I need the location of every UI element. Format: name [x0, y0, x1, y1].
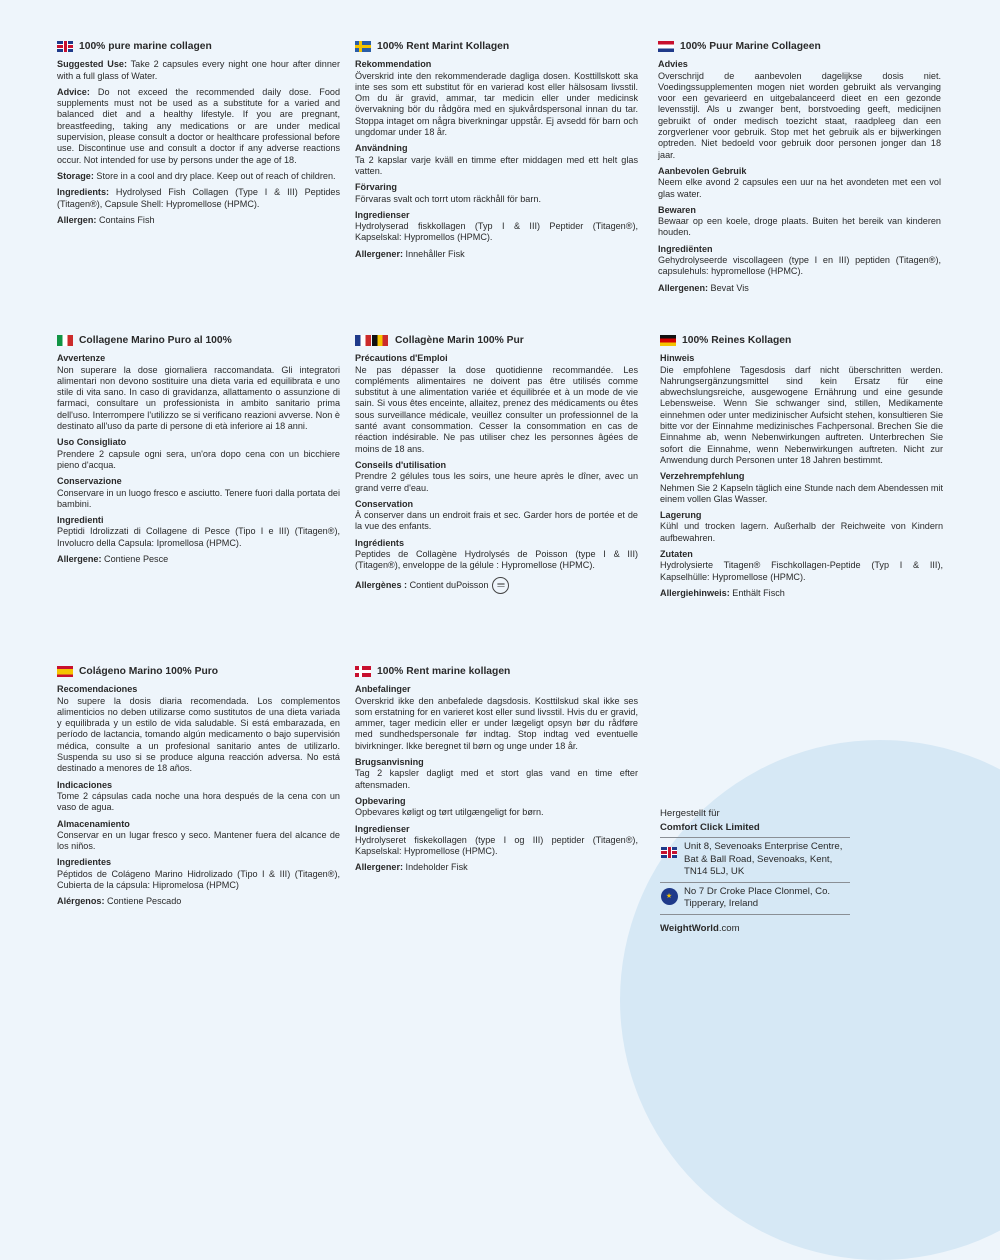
section-text: Contains Fish	[96, 214, 155, 225]
section-text: Overschrijd de aanbevolen dagelijkse dosis niet. Voedingssupplementen mogen niet worden gebruikt als vervanging voor een gevarieerd en uitgebalanceerd dieet en een gezonde levensstijl. Als u zwanger bent, borstvoeding geeft, medicijnen gebruikt of onder medisch toezicht staat, raadpleeg dan een zorgverlener voor gebruik. Stop met het gebruik als er bijwerkingen optreden. Niet bedoeld voor gebruik door personen jonger dan 18 jaar.	[658, 70, 941, 160]
storage-section	[658, 205, 941, 239]
section-text: Peptidi Idrolizzati di Collagene di Pesce (Tipo I e III) (Titagen®), Involucro della Capsula: Ipromellosa (HPMC).	[57, 526, 340, 548]
flag-italy-icon	[57, 335, 73, 346]
panel-title	[658, 41, 941, 52]
website-domain: .com	[718, 922, 740, 934]
section-heading: Conservation	[355, 498, 414, 509]
section-text: Contient duPoisson	[407, 579, 489, 590]
section-heading: Ingrédients	[355, 537, 405, 548]
flag-denmark-icon	[355, 666, 371, 677]
flag-uk-icon	[57, 41, 73, 52]
section-text: À conserver dans un endroit frais et sec. Garder hors de portée et de la vue des enfants.	[355, 510, 638, 532]
suggested-use-section	[57, 59, 340, 82]
section-heading: Allergenen:	[658, 282, 709, 293]
storage-section	[355, 182, 638, 205]
section-heading: Avvertenze	[57, 353, 106, 364]
panel-swedish	[355, 41, 638, 265]
section-text: Enthält Fisch	[729, 587, 785, 598]
section-text: Do not exceed the recommended daily dose. Food supplements must not be used as a substitute for a varied and balanced diet and a healthy lifestyle. If you are pregnant, breastfeeding, taking any medications or are under medical supervision, please consult a doctor or healthcare professional before use. Discontinue use and consult a doctor if any adverse reactions occur. Not intended for use by persons under the age of 18.	[57, 86, 340, 165]
section-text: Ne pas dépasser la dose quotidienne recommandée. Les compléments alimentaires ne doivent pas être utilisés comme substitut à une alimentation variée et équilibrée et à un mode de vie sain. Si vous êtes enceinte, allaitez, prenez des médicaments ou êtes sous surveillance médicale, veuillez consulter un professionnel de la santé avant consommation. Cesser la consommation en cas de réaction indésirable. Ne pas utiliser chez les personnes âgées de moins de 18 ans.	[355, 364, 638, 454]
section-heading: Ingredienser	[355, 209, 410, 220]
storage-section	[660, 510, 943, 544]
section-heading: Förvaring	[355, 182, 397, 193]
section-text: Hydrolysierte Titagen® Fischkollagen-Peptide (Typ I & III), Kapselhülle: Hypromellose (HPMC).	[660, 560, 943, 582]
ingredients-section	[355, 210, 638, 244]
flag-france-icon	[355, 335, 371, 346]
section-text: Péptidos de Colágeno Marino Hidrolizado (Tipo I & III) (Titagen®), Cubierta de la cápsula: Hipromelosa (HPMC)	[57, 868, 340, 891]
section-text: Indeholder Fisk	[403, 862, 468, 873]
allergen-section	[355, 249, 638, 260]
section-text: Non superare la dose giornaliera raccomandata. Gli integratori alimentari non devono sostituire una dieta varia ed equilibrata e uno stile di vita sano. In caso di gravidanza, allattamento o assunzione di farmaci, consultare un professionista in ambito sanitario prima dell'uso. Interrompere l'utilizzo se si verificano reazioni avverse. Non è destinato all'uso da parte di persone di età inferiore ai 18 anni.	[57, 364, 340, 432]
panel-title-text: 100% Reines Kollagen	[682, 335, 792, 346]
panel-title	[57, 335, 340, 346]
panel-title-text: Colágeno Marino 100% Puro	[79, 666, 219, 677]
section-text: Tome 2 cápsulas cada noche una hora después de la cena con un vaso de agua.	[57, 790, 340, 813]
divider	[660, 914, 850, 915]
allergen-section	[355, 862, 638, 873]
section-text: Opbevares køligt og tørt utilgængeligt for børn.	[355, 807, 544, 818]
section-text: Take 2 capsules every night one hour after dinner with a full glass of Water.	[57, 59, 340, 81]
ingredients-section	[57, 187, 340, 210]
panel-title	[355, 666, 638, 677]
uk-address	[660, 841, 850, 879]
section-text: Innehåller Fisk	[403, 248, 465, 259]
manufacturer-company: Comfort Click Limited	[660, 821, 760, 833]
storage-section	[355, 796, 638, 819]
ingredients-section	[658, 244, 941, 278]
section-heading: Suggested Use:	[57, 59, 127, 70]
panel-title	[57, 666, 340, 677]
section-heading: Rekommendation	[355, 59, 432, 70]
panel-danish	[355, 666, 638, 879]
panel-title-text: 100% Puur Marine Collageen	[680, 41, 821, 52]
section-heading: Alérgenos:	[57, 896, 105, 907]
section-text: Peptides de Collagène Hydrolysés de Poisson (type I & III) (Titagen®), enveloppe de la gélule : Hypromellose (HPMC).	[355, 549, 638, 571]
section-text: Die empfohlene Tagesdosis darf nicht überschritten werden. Nahrungsergänzungsmittel sind kein Ersatz für eine abwechslungsreiche, ausgewogene Ernährung und eine gesunde Lebensweise. Wenn Sie schwanger sind, stillen, Medikamente einnehmen oder unter medizinischer Aufsicht stehen, konsultieren Sie bitte vor der Einnahme medizinisches Fachpersonal. Brechen Sie die Einnahme ab, wenn Nebenwirkungen auftreten. Unterbrechen Sie sofort die Einnahme, wenn Nebenwirkungen auftreten. Nicht zur Anwendung durch Personen unter 18 Jahren bestimmt.	[660, 364, 943, 465]
advice-section	[658, 59, 941, 161]
recommendation-section	[355, 59, 638, 138]
section-text: Tag 2 kapsler dagligt med et stort glas vand en time efter aftensmaden.	[355, 768, 638, 790]
section-heading: Aanbevolen Gebruik	[658, 165, 747, 176]
section-heading: Allergener:	[355, 862, 404, 873]
section-heading: Advice:	[57, 86, 90, 97]
panel-title-text: 100% Rent Marint Kollagen	[377, 41, 510, 52]
section-text: No supere la dosis diaria recomendada. Los complementos alimenticios no deben utilizarse como sustitutos de una dieta variada y equilibrada y un estilo de vida saludable. Si está embarazada, en período de lactancia, tomando algún medicamento o bajo supervisión médica, consulte a un profesional sanitario antes de utilizarlo. Suspenda su uso si se produce alguna reacción adversa. No está destinado a menores de 18 años.	[57, 695, 340, 774]
panel-german	[660, 335, 943, 604]
allergen-section	[57, 896, 340, 907]
section-heading: Conseils d'utilisation	[355, 459, 447, 470]
section-text: Bewaar op een koele, droge plaats. Buiten het bereik van kinderen houden.	[658, 216, 941, 238]
flag-belgium-icon	[372, 335, 388, 346]
ingredients-section	[355, 824, 638, 858]
panel-title-text: Collagene Marino Puro al 100%	[79, 335, 232, 346]
section-text: Conservar en un lugar fresco y seco. Mantener fuera del alcance de los niños.	[57, 829, 340, 852]
usage-section	[57, 437, 340, 471]
flag-sweden-icon	[355, 41, 371, 52]
section-text: Store in a cool and dry place. Keep out of reach of children.	[93, 170, 336, 181]
section-heading: Anbefalinger	[355, 684, 411, 695]
section-heading: Recomendaciones	[57, 684, 138, 695]
manufacturer-label: Hergestellt für	[660, 808, 720, 819]
section-heading: Ingrediënten	[658, 243, 713, 254]
ingredients-section	[660, 549, 943, 583]
section-heading: Almacenamiento	[57, 818, 130, 829]
section-heading: Allergene:	[57, 554, 102, 565]
panel-title-text: Collagène Marin 100% Pur	[395, 335, 524, 346]
section-text: Ta 2 kapslar varje kväll en timme efter middagen med ett helt glas vatten.	[355, 154, 638, 176]
section-text: Hydrolyseret fiskekollagen (type I og III) peptider (Titagen®), Kapselskal: Hypromellose (HPMC).	[355, 834, 638, 857]
allergen-section	[658, 283, 941, 294]
notice-section	[660, 353, 943, 466]
advice-section	[57, 87, 340, 166]
ingredients-section	[57, 515, 340, 549]
recommendations-section	[355, 684, 638, 752]
ingredients-section	[57, 857, 340, 891]
section-heading: Lagerung	[660, 510, 702, 521]
divider	[660, 882, 850, 883]
flag-germany-icon	[660, 335, 676, 346]
section-heading: Allergènes :	[355, 579, 408, 590]
section-text: Conservare in un luogo fresco e asciutto. Tenere fuori dalla portata dei bambini.	[57, 487, 340, 509]
section-heading: Ingredienser	[355, 823, 410, 834]
ie-address	[660, 886, 850, 911]
allergen-section	[660, 588, 943, 599]
section-heading: Uso Consigliato	[57, 437, 127, 448]
panel-dutch	[658, 41, 941, 299]
section-text: Overskrid ikke den anbefalede dagsdosis. Kosttilskud skal ikke ses som erstatning for en varieret kost eller sund livsstil. Hvis du er gravid, ammer, tager medicin eller er under lægeligt opsyn bør du rådføre med sundhedspersonale før indtag. Stop indtag ved eventuelle bivirkninger. Ikke beregnet til børn og unge under 18 år.	[355, 695, 638, 751]
section-text: Hydrolysed Fish Collagen (Type I & III) Peptides (Titagen®), Capsule Shell: Hypromellose (HPMC).	[57, 187, 340, 209]
section-heading: Conservazione	[57, 476, 122, 487]
usage-section	[57, 780, 340, 814]
flag-netherlands-icon	[658, 41, 674, 52]
ie-address-text: No 7 Dr Croke Place Clonmel, Co. Tipperary, Ireland	[684, 885, 831, 909]
precautions-section	[355, 353, 638, 455]
panel-spanish	[57, 666, 340, 913]
section-heading: Ingredientes	[57, 857, 112, 868]
panel-title-text: 100% pure marine collagen	[79, 41, 212, 52]
panel-italian	[57, 335, 340, 570]
storage-section	[355, 499, 638, 533]
section-text: Prendere 2 capsule ogni sera, un'ora dopo cena con un bicchiere pieno d'acqua.	[57, 448, 340, 470]
panel-title	[355, 335, 638, 346]
section-text: Contiene Pescado	[104, 896, 182, 907]
section-text: Contiene Pesce	[101, 554, 169, 565]
usage-section	[658, 166, 941, 200]
manufacturer-block	[660, 808, 850, 935]
section-heading: Zutaten	[660, 549, 693, 560]
section-heading: Ingredients:	[57, 187, 110, 198]
section-heading: Indicaciones	[57, 779, 113, 790]
section-heading: Précautions d'Emploi	[355, 353, 448, 364]
allergen-section	[355, 577, 638, 594]
section-heading: Brugsanvisning	[355, 757, 424, 768]
storage-section	[57, 476, 340, 510]
usage-section	[355, 460, 638, 494]
panel-english	[57, 41, 340, 231]
section-heading: Opbevaring	[355, 795, 406, 806]
panel-title	[57, 41, 340, 52]
section-text: Nehmen Sie 2 Kapseln täglich eine Stunde nach dem Abendessen mit einem vollen Glas Wasser.	[660, 482, 943, 504]
section-heading: Användning	[355, 143, 408, 154]
uk-address-text: Unit 8, Sevenoaks Enterprise Centre, Bat & Ball Road, Sevenoaks, Kent, TN14 5LJ, UK	[684, 841, 843, 877]
fish-allergen-icon: 𝄘	[492, 577, 509, 594]
section-heading: Bewaren	[658, 204, 696, 215]
section-heading: Advies	[658, 59, 688, 70]
section-heading: Verzehrempfehlung	[660, 471, 745, 482]
website-brand: WeightWorld	[660, 922, 719, 934]
website	[660, 923, 850, 936]
storage-section	[57, 171, 340, 182]
section-text: Gehydrolyseerde viscollageen (type I en III) peptiden (Titagen®), capsulehuls: hypromellose (HPMC).	[658, 255, 941, 277]
divider	[660, 837, 850, 838]
section-text: Hydrolyserad fiskkollagen (Typ I & III) Peptider (Titagen®), Kapselskal: Hypromellos (HPMC).	[355, 221, 638, 243]
section-text: Bevat Vis	[708, 282, 749, 293]
usage-section	[660, 471, 943, 505]
allergen-section	[57, 215, 340, 226]
uk-address-icon-wrap	[660, 843, 678, 861]
section-text: Prendre 2 gélules tous les soirs, une heure après le dîner, avec un grand verre d'eau.	[355, 471, 638, 493]
allergen-section	[57, 554, 340, 565]
usage-section	[355, 757, 638, 791]
ie-address-icon-wrap	[660, 888, 678, 906]
section-heading: Ingredienti	[57, 515, 104, 526]
section-text: Kühl und trocken lagern. Außerhalb der Reichweite von Kindern aufbewahren.	[660, 521, 943, 543]
flag-uk-icon	[661, 847, 677, 858]
section-heading: Allergener:	[355, 248, 404, 259]
flag-pair	[355, 335, 389, 346]
warnings-section	[57, 353, 340, 432]
panel-title-text: 100% Rent marine kollagen	[377, 666, 511, 677]
section-heading: Allergiehinweis:	[660, 587, 730, 598]
ingredients-section	[355, 538, 638, 572]
section-text: Förvaras svalt och torrt utom räckhåll för barn.	[355, 193, 541, 204]
panel-title	[660, 335, 943, 346]
storage-section	[57, 819, 340, 853]
section-heading: Allergen:	[57, 214, 97, 225]
panel-french	[355, 335, 638, 599]
section-text: Neem elke avond 2 capsules een uur na het avondeten met een vol glas water.	[658, 177, 941, 199]
section-text: Överskrid inte den rekommenderade dagliga dosen. Kosttillskott ska inte ses som ett substitut för en varierad kost eller hälsosam livsstil. Om du är gravid, ammar, tar medicin eller under medicinsk övervakning bör du rådgöra med en sjukvårdspersonal innan du tar. Stoppa intaget om några biverkningar uppstår. Ej avsedd för barn och ungdomar under 18 år.	[355, 70, 638, 138]
recommendations-section	[57, 684, 340, 774]
flag-spain-icon	[57, 666, 73, 677]
panel-title	[355, 41, 638, 52]
section-heading: Storage:	[57, 170, 94, 181]
usage-section	[355, 143, 638, 177]
eu-flag-icon: ★	[661, 888, 678, 905]
section-heading: Hinweis	[660, 353, 695, 364]
